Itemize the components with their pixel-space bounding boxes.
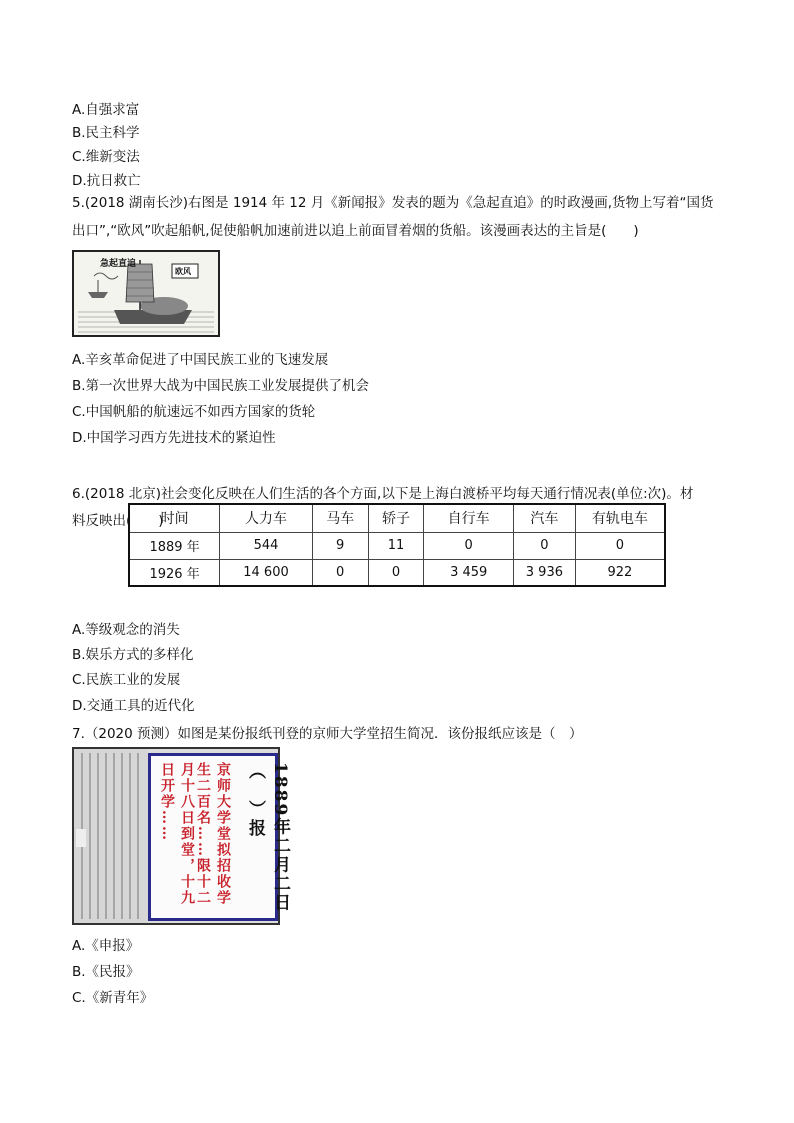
table-cell: 3 459 — [424, 559, 514, 586]
q7-option-c: C.《新青年》 — [72, 990, 154, 1006]
header-cell: 有轨电车 — [575, 504, 665, 532]
newspaper-article — [148, 753, 290, 921]
q5-cartoon-image — [72, 250, 220, 337]
newspaper-texture — [74, 749, 148, 923]
cartoon-drawing — [74, 252, 218, 335]
q6-option-a: A.等级观念的消失 — [72, 622, 180, 638]
q5-stem-line2: 出口”,“欧风”吹起船帆,促使船帆加速前进以追上前面冒着烟的货船。该漫画表达的主旨是( ) — [72, 223, 639, 239]
table-row — [129, 559, 665, 586]
q5-option-a: A.辛亥革命促进了中国民族工业的飞速发展 — [72, 352, 329, 368]
table-cell: 0 — [312, 559, 368, 586]
q6-option-c: C.民族工业的发展 — [72, 672, 181, 688]
table-cell: 0 — [514, 532, 576, 559]
q5-option-c: C.中国帆船的航速远不如西方国家的货轮 — [72, 404, 316, 420]
newspaper-col-1: 月十八日到堂，十九日开学…… — [159, 762, 195, 906]
table-cell: 0 — [575, 532, 665, 559]
newspaper-col-3: 1889年二月二日（ ）报 — [245, 762, 290, 913]
table-cell: 1889 年 — [129, 532, 220, 559]
table-cell: 544 — [220, 532, 313, 559]
q6-stem-line1: 6.(2018 北京)社会变化反映在人们生活的各个方面,以下是上海白渡桥平均每天通行情况表(单位:次)。材 — [72, 486, 694, 502]
table-cell: 9 — [312, 532, 368, 559]
traffic-table — [128, 503, 666, 587]
table-cell: 14 600 — [220, 559, 313, 586]
table-row — [129, 532, 665, 559]
q5-stem-line1: 5.(2018 湖南长沙)右图是 1914 年 12 月《新闻报》发表的题为《急起直追》的时政漫画,货物上写着“国货 — [72, 195, 714, 211]
header-cell: 汽车 — [514, 504, 576, 532]
q6-option-b: B.娱乐方式的多样化 — [72, 647, 194, 663]
header-cell: 马车 — [312, 504, 368, 532]
table-cell: 0 — [368, 559, 424, 586]
table-cell: 3 936 — [514, 559, 576, 586]
header-cell: 轿子 — [368, 504, 424, 532]
header-cell: 自行车 — [424, 504, 514, 532]
q7-newspaper-image — [72, 747, 290, 925]
q7-option-a: A.《申报》 — [72, 938, 140, 954]
q7-stem: 7.（2020 预测）如图是某份报纸刊登的京师大学堂招生简况．该份报纸应该是（ ） — [72, 726, 583, 742]
q5-option-b: B.第一次世界大战为中国民族工业发展提供了机会 — [72, 378, 370, 394]
table-cell: 1926 年 — [129, 559, 220, 586]
q7-option-b: B.《民报》 — [72, 964, 140, 980]
table-header-row — [129, 504, 665, 532]
header-cell: 时间 — [129, 504, 220, 532]
header-cell: 人力车 — [220, 504, 313, 532]
option-b: B.民主科学 — [72, 125, 140, 141]
newspaper-col-2: 京师大学堂拟招收学生二百名……限十二 — [195, 762, 231, 906]
table-cell: 922 — [575, 559, 665, 586]
cartoon-title: 急起直追 — [100, 259, 137, 269]
q6-option-d: D.交通工具的近代化 — [72, 698, 195, 714]
option-a: A.自强求富 — [72, 102, 140, 118]
table-cell: 11 — [368, 532, 424, 559]
option-c: C.维新变法 — [72, 149, 140, 165]
q5-option-d: D.中国学习西方先进技术的紧迫性 — [72, 430, 276, 446]
q6-stem-line2: 料反映出( ) — [72, 513, 164, 529]
option-d: D.抗日救亡 — [72, 173, 141, 189]
cartoon-label: 欧风 — [175, 267, 191, 276]
table-cell: 0 — [424, 532, 514, 559]
